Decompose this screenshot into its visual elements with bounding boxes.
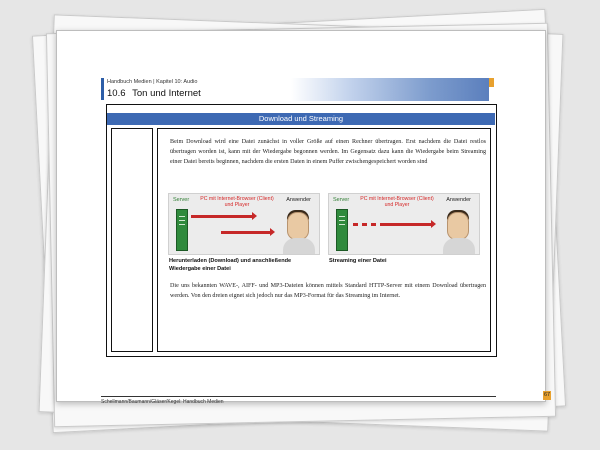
chapter-title: Ton und Internet: [132, 88, 201, 99]
header-accent-bar: [101, 78, 104, 100]
section-title: Download und Streaming: [107, 113, 495, 125]
user-shoulders: [283, 238, 315, 254]
download-diagram: [168, 193, 320, 255]
server-tower-icon: [336, 209, 348, 251]
streaming-diagram: [328, 193, 480, 255]
stream-packet: [362, 223, 367, 226]
server-label: Server: [333, 197, 350, 203]
playback-arrow-icon: [221, 231, 271, 234]
chapter-number: 10.6: [107, 88, 126, 99]
page-number: 67: [543, 392, 551, 398]
streaming-caption: Streaming einer Datei: [329, 258, 387, 264]
header-gradient-bar: [291, 78, 489, 101]
user-label: Anwender: [446, 197, 471, 203]
breadcrumb: Handbuch Medien | Kapitel 10: Audio: [107, 79, 198, 85]
server-tower-icon: [176, 209, 188, 251]
user-label: Anwender: [286, 197, 311, 203]
intro-paragraph: Beim Download wird eine Datei zunächst in voller Größe auf einen Rechner übertragen. Erst nachdem die Datei restlos übertragen worden ist, kann mit der Wiedergabe begonnen werden. Im Gegensatz dazu kann die Wiedergabe beim Streaming einer Datei bereits beginnen, nachdem die ersten Daten in einem Puffer zwischengespeichert worden sind: [170, 139, 486, 165]
formats-paragraph: Die uns bekannten WAVE-, AIFF- und MP3-Dateien können mittels Standard HTTP-Server mit einem Download übertragen werden. Von den dreien eignet sich jedoch nur das MP3-Format für das Streaming im Internet.: [170, 283, 486, 299]
server-label: Server: [173, 197, 190, 203]
margin-box: [111, 128, 153, 352]
download-arrow-icon: [191, 215, 253, 218]
streaming-arrow-icon: [380, 223, 432, 226]
stream-packet: [353, 223, 358, 226]
stream-packet: [371, 223, 376, 226]
client-label: PC mit Internet-Browser (Client) und Player: [360, 196, 434, 208]
user-shoulders: [443, 238, 475, 254]
page-title: [107, 88, 201, 99]
footer-divider: [101, 396, 496, 397]
document-page: [56, 30, 551, 405]
header-orange-marker: [489, 78, 494, 87]
download-caption: Herunterladen (Download) und anschließende Wiedergabe einer Datei: [169, 258, 292, 272]
footer-authors: Schellmann/Baumann/Gläser/Kegel: Handbuch Medien: [101, 399, 224, 405]
client-label: PC mit Internet-Browser (Client) und Player: [200, 196, 274, 208]
user-head-icon: [447, 212, 469, 240]
user-head-icon: [287, 212, 309, 240]
